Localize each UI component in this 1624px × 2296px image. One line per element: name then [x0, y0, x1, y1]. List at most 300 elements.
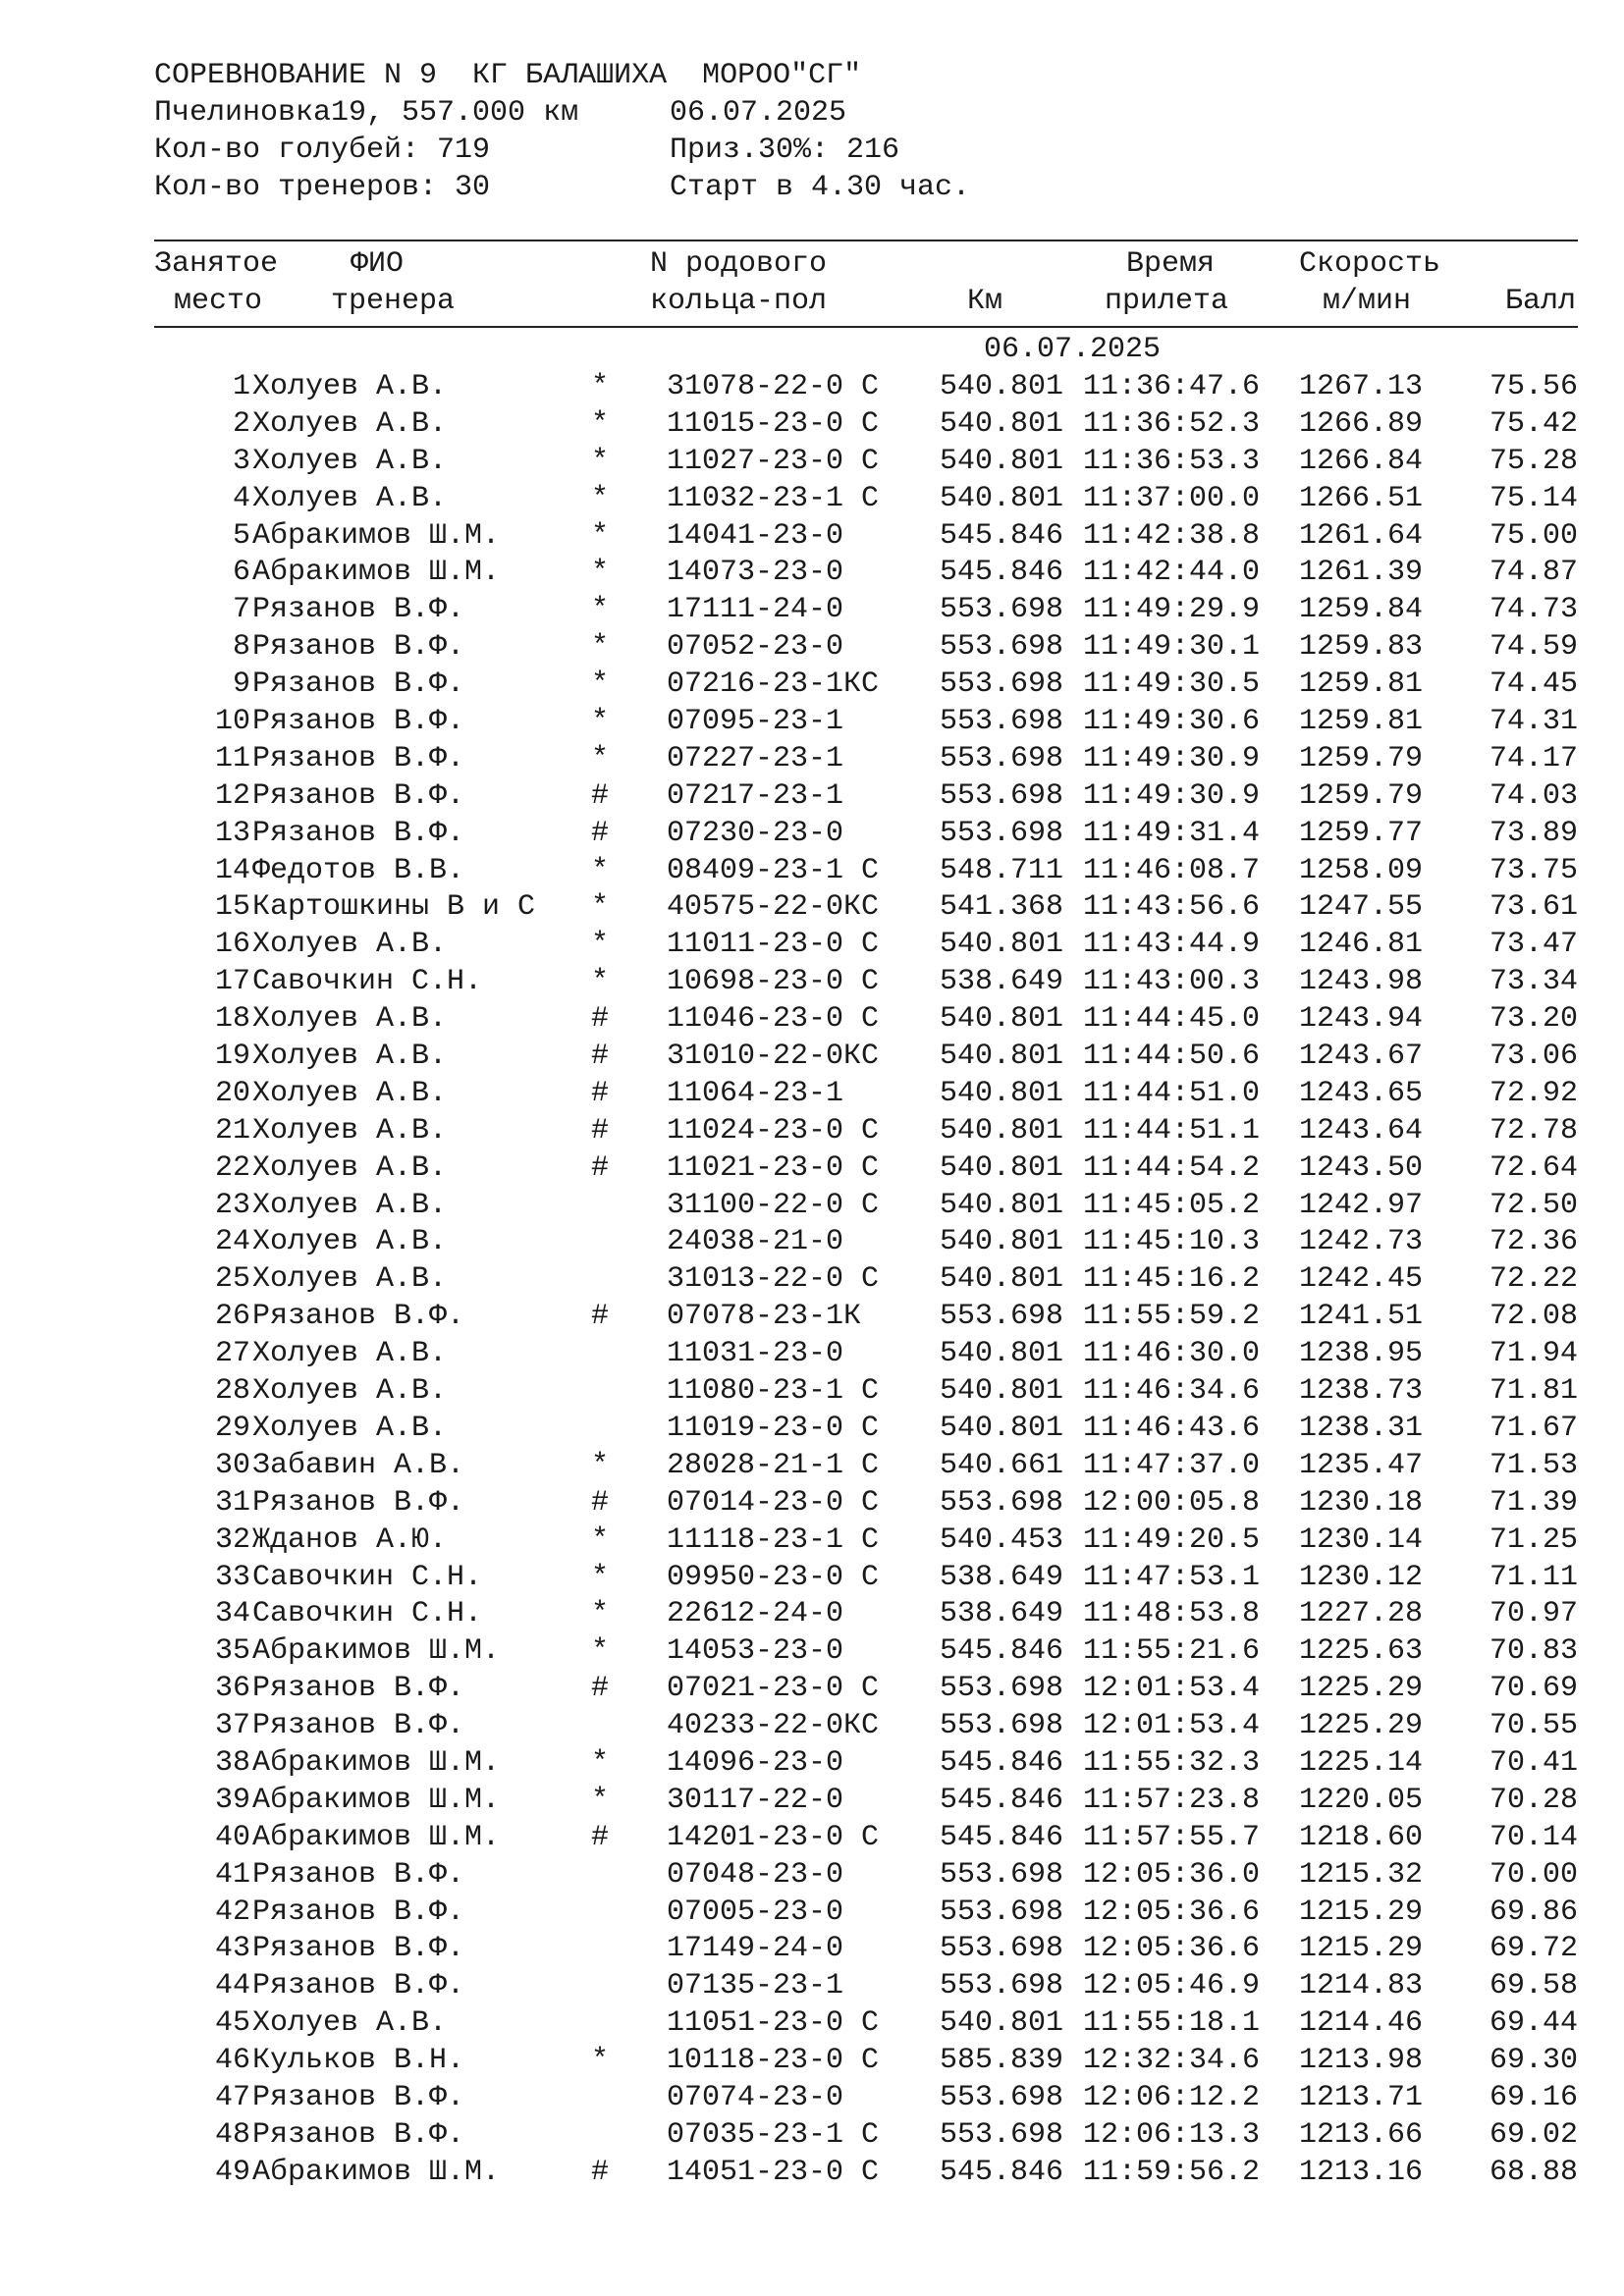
ring-cell: 14051-23-0 С [667, 2155, 880, 2189]
ring-cell: 31078-22-0 С [667, 370, 880, 403]
distance-cell: 553.698 [939, 741, 1063, 775]
distance-cell: 540.801 [939, 928, 1063, 962]
distance-cell: 540.801 [939, 406, 1063, 441]
arrival-time-cell: 12:01:53.4 [1083, 1672, 1261, 1706]
speed-cell: 1214.83 [1299, 1969, 1424, 2003]
ring-cell: 10698-23-0 С [667, 965, 880, 999]
score-cell: 73.34 [1489, 965, 1578, 999]
place-cell: 8 [232, 630, 250, 665]
mark-cell: # [591, 1002, 610, 1037]
distance-cell: 540.801 [939, 2006, 1063, 2041]
mark-cell: * [591, 1448, 610, 1482]
table-row [154, 1335, 1578, 1372]
speed-cell: 1242.97 [1299, 1188, 1424, 1222]
trainer-cell: Холуев А.В. [252, 406, 448, 441]
mark-cell: * [591, 741, 610, 775]
table-row [154, 2042, 1578, 2079]
score-cell: 72.50 [1489, 1188, 1578, 1222]
distance-cell: 553.698 [939, 1857, 1063, 1892]
distance-cell: 541.368 [939, 890, 1063, 925]
arrival-time-cell: 11:45:05.2 [1083, 1188, 1261, 1222]
distance-cell: 540.453 [939, 1522, 1063, 1557]
distance-cell: 540.801 [939, 1002, 1063, 1037]
mark-cell: * [591, 370, 610, 403]
table-row [154, 1819, 1578, 1856]
trainer-cell: Савочкин С.Н. [252, 1560, 483, 1594]
table-row [154, 815, 1578, 852]
speed-cell: 1246.81 [1299, 928, 1424, 962]
ring-cell: 11019-23-0 С [667, 1411, 880, 1445]
table-row [154, 1484, 1578, 1522]
place-cell: 39 [214, 1783, 250, 1817]
distance-cell: 545.846 [939, 518, 1063, 553]
trainer-cell: Рязанов В.Ф. [252, 705, 465, 739]
speed-cell: 1213.16 [1299, 2155, 1424, 2189]
ring-cell: 11046-23-0 С [667, 1002, 880, 1037]
arrival-time-cell: 11:49:30.5 [1083, 667, 1261, 702]
col-ring-label-2: кольца-пол [650, 285, 828, 318]
table-row [154, 1744, 1578, 1782]
ring-cell: 30117-22-0 [667, 1783, 844, 1817]
score-cell: 72.22 [1489, 1262, 1578, 1297]
mark-cell: # [591, 2155, 610, 2189]
place-cell: 32 [214, 1522, 250, 1557]
speed-cell: 1218.60 [1299, 1820, 1424, 1854]
score-cell: 74.03 [1489, 778, 1578, 813]
score-cell: 74.45 [1489, 667, 1578, 702]
table-row [154, 1447, 1578, 1484]
ring-cell: 14073-23-0 [667, 556, 844, 590]
ring-cell: 11080-23-1 С [667, 1374, 880, 1409]
table-row [154, 703, 1578, 740]
speed-cell: 1235.47 [1299, 1448, 1424, 1482]
score-cell: 72.64 [1489, 1150, 1578, 1185]
speed-cell: 1213.66 [1299, 2117, 1424, 2152]
mark-cell: * [591, 890, 610, 925]
trainer-cell: Жданов А.Ю. [252, 1522, 448, 1557]
ring-cell: 31100-22-0 С [667, 1188, 880, 1222]
distance-cell: 553.698 [939, 1969, 1063, 2003]
arrival-time-cell: 11:46:43.6 [1083, 1411, 1261, 1445]
arrival-time-cell: 11:49:30.9 [1083, 741, 1261, 775]
ring-cell: 11051-23-0 С [667, 2006, 880, 2041]
col-score-label: Балл [1505, 285, 1577, 318]
table-row [154, 405, 1578, 443]
trainer-cell: Абракимов Ш.М. [252, 1820, 501, 1854]
place-cell: 26 [214, 1300, 250, 1334]
results-document [154, 57, 1578, 2191]
distance-cell: 553.698 [939, 705, 1063, 739]
distance-cell: 585.839 [939, 2044, 1063, 2078]
mark-cell: * [591, 928, 610, 962]
distance-cell: 538.649 [939, 1560, 1063, 1594]
place-cell: 45 [214, 2006, 250, 2041]
place-cell: 13 [214, 816, 250, 850]
table-row [154, 1410, 1578, 1447]
arrival-time-cell: 12:05:46.9 [1083, 1969, 1261, 2003]
speed-cell: 1225.14 [1299, 1745, 1424, 1780]
col-km-label: Км [967, 285, 1003, 318]
table-row [154, 1670, 1578, 1707]
score-cell: 70.41 [1489, 1745, 1578, 1780]
speed-cell: 1230.14 [1299, 1522, 1424, 1557]
place-cell: 5 [232, 518, 250, 553]
header-line-4 [154, 169, 1578, 206]
mark-cell: # [591, 1820, 610, 1854]
arrival-time-cell: 11:36:47.6 [1083, 370, 1261, 403]
arrival-time-cell: 12:05:36.6 [1083, 1895, 1261, 1929]
place-cell: 47 [214, 2080, 250, 2114]
table-row [154, 1298, 1578, 1335]
speed-cell: 1266.51 [1299, 481, 1424, 515]
score-cell: 75.14 [1489, 481, 1578, 515]
trainer-cell: Рязанов В.Ф. [252, 1485, 465, 1520]
ring-cell: 40575-22-0КС [667, 890, 880, 925]
competition-date: 06.07.2025 [670, 96, 847, 130]
speed-cell: 1215.29 [1299, 1895, 1424, 1929]
place-cell: 42 [214, 1895, 250, 1929]
mark-cell: * [591, 1560, 610, 1594]
trainer-cell: Рязанов В.Ф. [252, 1895, 465, 1929]
table-row [154, 888, 1578, 926]
score-cell: 72.08 [1489, 1300, 1578, 1334]
ring-cell: 11031-23-0 [667, 1337, 844, 1371]
col-place-label-2: место [174, 285, 263, 318]
trainer-cell: Рязанов В.Ф. [252, 593, 465, 627]
place-cell: 29 [214, 1411, 250, 1445]
trainer-cell: Холуев А.В. [252, 1374, 448, 1409]
table-row [154, 1372, 1578, 1410]
table-row [154, 443, 1578, 480]
arrival-time-cell: 11:45:16.2 [1083, 1262, 1261, 1297]
table-row [154, 926, 1578, 963]
table-row [154, 1930, 1578, 1967]
speed-cell: 1259.77 [1299, 816, 1424, 850]
ring-cell: 11064-23-1 [667, 1076, 844, 1110]
ring-cell: 07230-23-0 [667, 816, 844, 850]
ring-cell: 10118-23-0 С [667, 2044, 880, 2078]
distance-cell: 553.698 [939, 778, 1063, 813]
ring-cell: 11032-23-1 С [667, 481, 880, 515]
mark-cell: * [591, 1522, 610, 1557]
arrival-time-cell: 11:36:52.3 [1083, 406, 1261, 441]
distance-cell: 540.801 [939, 444, 1063, 478]
arrival-time-cell: 11:46:08.7 [1083, 853, 1261, 887]
ring-cell: 07135-23-1 [667, 1969, 844, 2003]
trainer-cell: Рязанов В.Ф. [252, 778, 465, 813]
arrival-time-cell: 12:05:36.6 [1083, 1932, 1261, 1966]
speed-cell: 1243.94 [1299, 1002, 1424, 1037]
distance-cell: 553.698 [939, 2080, 1063, 2114]
trainer-cell: Рязанов В.Ф. [252, 816, 465, 850]
place-cell: 25 [214, 1262, 250, 1297]
place-cell: 35 [214, 1634, 250, 1669]
place-cell: 15 [214, 890, 250, 925]
trainer-cell: Холуев А.В. [252, 1225, 448, 1259]
score-cell: 73.61 [1489, 890, 1578, 925]
arrival-time-cell: 11:37:00.0 [1083, 481, 1261, 515]
header-line-2 [154, 94, 1578, 132]
ring-cell: 07074-23-0 [667, 2080, 844, 2114]
trainer-cell: Рязанов В.Ф. [252, 1300, 465, 1334]
arrival-time-cell: 11:47:53.1 [1083, 1560, 1261, 1594]
speed-cell: 1259.79 [1299, 741, 1424, 775]
arrival-time-cell: 11:44:45.0 [1083, 1002, 1261, 1037]
speed-cell: 1243.50 [1299, 1150, 1424, 1185]
speed-cell: 1261.64 [1299, 518, 1424, 553]
table-row [154, 1112, 1578, 1149]
arrival-time-cell: 12:00:05.8 [1083, 1485, 1261, 1520]
arrival-time-cell: 11:49:30.6 [1083, 705, 1261, 739]
distance-cell: 553.698 [939, 630, 1063, 665]
place-cell: 33 [214, 1560, 250, 1594]
score-cell: 71.39 [1489, 1485, 1578, 1520]
col-name-label-2: тренера [331, 285, 456, 318]
table-row [154, 1149, 1578, 1187]
trainer-cell: Рязанов В.Ф. [252, 2117, 465, 2152]
trainer-cell: Рязанов В.Ф. [252, 667, 465, 702]
distance-cell: 538.649 [939, 1597, 1063, 1631]
distance-cell: 545.846 [939, 1745, 1063, 1780]
results-table [154, 368, 1578, 2191]
score-cell: 73.06 [1489, 1040, 1578, 1074]
table-row [154, 628, 1578, 666]
distance-cell: 540.801 [939, 1411, 1063, 1445]
arrival-time-cell: 12:06:12.2 [1083, 2080, 1261, 2114]
score-cell: 69.30 [1489, 2044, 1578, 2078]
trainer-cell: Федотов В.В. [252, 853, 465, 887]
arrival-time-cell: 11:49:30.9 [1083, 778, 1261, 813]
mark-cell: # [591, 1040, 610, 1074]
arrival-time-cell: 11:43:56.6 [1083, 890, 1261, 925]
col-ring-label-1: N родового [650, 247, 828, 281]
arrival-time-cell: 11:57:55.7 [1083, 1820, 1261, 1854]
arrival-time-cell: 11:49:29.9 [1083, 593, 1261, 627]
distance-cell: 538.649 [939, 965, 1063, 999]
arrival-time-cell: 11:46:30.0 [1083, 1337, 1261, 1371]
ring-cell: 11015-23-0 С [667, 406, 880, 441]
place-cell: 24 [214, 1225, 250, 1259]
distance-cell: 540.661 [939, 1448, 1063, 1482]
trainer-cell: Рязанов В.Ф. [252, 2080, 465, 2114]
col-speed-label-2: м/мин [1323, 285, 1412, 318]
ring-cell: 07005-23-0 [667, 1895, 844, 1929]
table-row [154, 2079, 1578, 2116]
table-row [154, 1707, 1578, 1744]
speed-cell: 1258.09 [1299, 853, 1424, 887]
distance-cell: 540.801 [939, 1150, 1063, 1185]
table-row [154, 517, 1578, 555]
table-row [154, 666, 1578, 703]
arrival-time-cell: 11:43:44.9 [1083, 928, 1261, 962]
arrival-time-cell: 11:49:20.5 [1083, 1522, 1261, 1557]
score-cell: 70.97 [1489, 1597, 1578, 1631]
ring-cell: 14201-23-0 С [667, 1820, 880, 1854]
ring-cell: 07095-23-1 [667, 705, 844, 739]
place-cell: 4 [232, 481, 250, 515]
trainer-cell: Рязанов В.Ф. [252, 1969, 465, 2003]
trainer-cell: Абракимов Ш.М. [252, 1783, 501, 1817]
score-cell: 71.53 [1489, 1448, 1578, 1482]
speed-cell: 1266.89 [1299, 406, 1424, 441]
ring-cell: 07078-23-1К [667, 1300, 862, 1334]
speed-cell: 1215.29 [1299, 1932, 1424, 1966]
mark-cell: * [591, 481, 610, 515]
speed-cell: 1267.13 [1299, 370, 1424, 403]
score-cell: 75.42 [1489, 406, 1578, 441]
trainer-cell: Рязанов В.Ф. [252, 630, 465, 665]
distance-cell: 545.846 [939, 2155, 1063, 2189]
distance-cell: 553.698 [939, 1485, 1063, 1520]
arrival-time-cell: 11:45:10.3 [1083, 1225, 1261, 1259]
trainer-cell: Холуев А.В. [252, 1076, 448, 1110]
mark-cell: * [591, 556, 610, 590]
place-cell: 48 [214, 2117, 250, 2152]
ring-cell: 11118-23-1 С [667, 1522, 880, 1557]
place-cell: 38 [214, 1745, 250, 1780]
table-row [154, 2004, 1578, 2042]
mark-cell: * [591, 1783, 610, 1817]
trainer-cell: Рязанов В.Ф. [252, 1932, 465, 1966]
ring-cell: 07217-23-1 [667, 778, 844, 813]
score-cell: 70.55 [1489, 1709, 1578, 1743]
trainer-cell: Абракимов Ш.М. [252, 1634, 501, 1669]
table-row [154, 1632, 1578, 1670]
table-row [154, 777, 1578, 815]
place-cell: 37 [214, 1709, 250, 1743]
place-cell: 6 [232, 556, 250, 590]
ring-cell: 11011-23-0 С [667, 928, 880, 962]
trainer-cell: Рязанов В.Ф. [252, 1709, 465, 1743]
distance-cell: 553.698 [939, 816, 1063, 850]
arrival-time-cell: 11:44:51.0 [1083, 1076, 1261, 1110]
mark-cell: # [591, 1076, 610, 1110]
trainer-cell: Савочкин С.Н. [252, 965, 483, 999]
distance-cell: 540.801 [939, 1262, 1063, 1297]
table-row [154, 554, 1578, 591]
speed-cell: 1225.63 [1299, 1634, 1424, 1669]
arrival-time-cell: 11:42:38.8 [1083, 518, 1261, 553]
speed-cell: 1230.18 [1299, 1485, 1424, 1520]
score-cell: 69.16 [1489, 2080, 1578, 2114]
trainer-cell: Рязанов В.Ф. [252, 1857, 465, 1892]
table-row [154, 1559, 1578, 1596]
table-row [154, 1000, 1578, 1038]
table-row [154, 1856, 1578, 1894]
distance-cell: 553.698 [939, 1672, 1063, 1706]
trainer-cell: Холуев А.В. [252, 1040, 448, 1074]
speed-cell: 1259.84 [1299, 593, 1424, 627]
distance-cell: 548.711 [939, 853, 1063, 887]
speed-cell: 1215.32 [1299, 1857, 1424, 1892]
arrival-time-cell: 11:55:59.2 [1083, 1300, 1261, 1334]
mark-cell: * [591, 406, 610, 441]
release-point: Пчелиновка19, 557.000 км [154, 96, 579, 130]
score-cell: 74.87 [1489, 556, 1578, 590]
speed-cell: 1242.73 [1299, 1225, 1424, 1259]
score-cell: 74.17 [1489, 741, 1578, 775]
arrival-time-cell: 11:44:50.6 [1083, 1040, 1261, 1074]
trainer-cell: Абракимов Ш.М. [252, 556, 501, 590]
speed-cell: 1238.73 [1299, 1374, 1424, 1409]
arrival-time-cell: 11:47:37.0 [1083, 1448, 1261, 1482]
ring-cell: 31010-22-0КС [667, 1040, 880, 1074]
place-cell: 44 [214, 1969, 250, 2003]
ring-cell: 14096-23-0 [667, 1745, 844, 1780]
score-cell: 75.56 [1489, 370, 1578, 403]
trainer-cell: Холуев А.В. [252, 370, 448, 403]
table-row [154, 963, 1578, 1000]
mark-cell: * [591, 444, 610, 478]
speed-cell: 1225.29 [1299, 1672, 1424, 1706]
place-cell: 12 [214, 778, 250, 813]
distance-cell: 553.698 [939, 593, 1063, 627]
top-rule [154, 240, 1578, 241]
score-cell: 71.25 [1489, 1522, 1578, 1557]
score-cell: 71.94 [1489, 1337, 1578, 1371]
speed-cell: 1261.39 [1299, 556, 1424, 590]
place-cell: 41 [214, 1857, 250, 1892]
mark-cell: # [591, 1150, 610, 1185]
ring-cell: 07227-23-1 [667, 741, 844, 775]
competition-title-text: СОРЕВНОВАНИЕ N 9 КГ БАЛАШИХА МОРОО"СГ" [154, 59, 862, 92]
place-cell: 22 [214, 1150, 250, 1185]
trainer-cell: Абракимов Ш.М. [252, 518, 501, 553]
arrival-time-cell: 11:36:53.3 [1083, 444, 1261, 478]
table-row [154, 368, 1578, 405]
ring-cell: 11027-23-0 С [667, 444, 880, 478]
score-cell: 69.02 [1489, 2117, 1578, 2152]
ring-cell: 17111-24-0 [667, 593, 844, 627]
ring-cell: 09950-23-0 С [667, 1560, 880, 1594]
place-cell: 31 [214, 1485, 250, 1520]
trainer-cell: Холуев А.В. [252, 1002, 448, 1037]
score-cell: 72.78 [1489, 1113, 1578, 1148]
header-rule [154, 326, 1578, 328]
mark-cell: * [591, 1745, 610, 1780]
distance-cell: 540.801 [939, 1040, 1063, 1074]
trainer-cell: Холуев А.В. [252, 1262, 448, 1297]
trainer-cell: Холуев А.В. [252, 1411, 448, 1445]
distance-cell: 540.801 [939, 1076, 1063, 1110]
distance-cell: 540.801 [939, 1225, 1063, 1259]
table-row [154, 740, 1578, 777]
place-cell: 30 [214, 1448, 250, 1482]
score-cell: 69.86 [1489, 1895, 1578, 1929]
mark-cell: # [591, 1300, 610, 1334]
speed-cell: 1225.29 [1299, 1709, 1424, 1743]
arrival-time-cell: 11:44:51.1 [1083, 1113, 1261, 1148]
arrival-time-cell: 11:55:21.6 [1083, 1634, 1261, 1669]
place-cell: 3 [232, 444, 250, 478]
arrival-time-cell: 11:46:34.6 [1083, 1374, 1261, 1409]
pigeon-count: Кол-во голубей: 719 [154, 133, 491, 167]
distance-cell: 553.698 [939, 2117, 1063, 2152]
score-cell: 73.89 [1489, 816, 1578, 850]
ring-cell: 40233-22-0КС [667, 1709, 880, 1743]
score-cell: 71.81 [1489, 1374, 1578, 1409]
distance-cell: 540.801 [939, 1374, 1063, 1409]
table-row [154, 591, 1578, 628]
score-cell: 74.59 [1489, 630, 1578, 665]
trainer-count: Кол-во тренеров: 30 [154, 171, 491, 204]
trainer-cell: Рязанов В.Ф. [252, 1672, 465, 1706]
trainer-cell: Холуев А.В. [252, 1337, 448, 1371]
score-cell: 73.75 [1489, 853, 1578, 887]
score-cell: 74.73 [1489, 593, 1578, 627]
distance-cell: 540.801 [939, 481, 1063, 515]
col-speed-label-1: Скорость [1299, 247, 1441, 281]
